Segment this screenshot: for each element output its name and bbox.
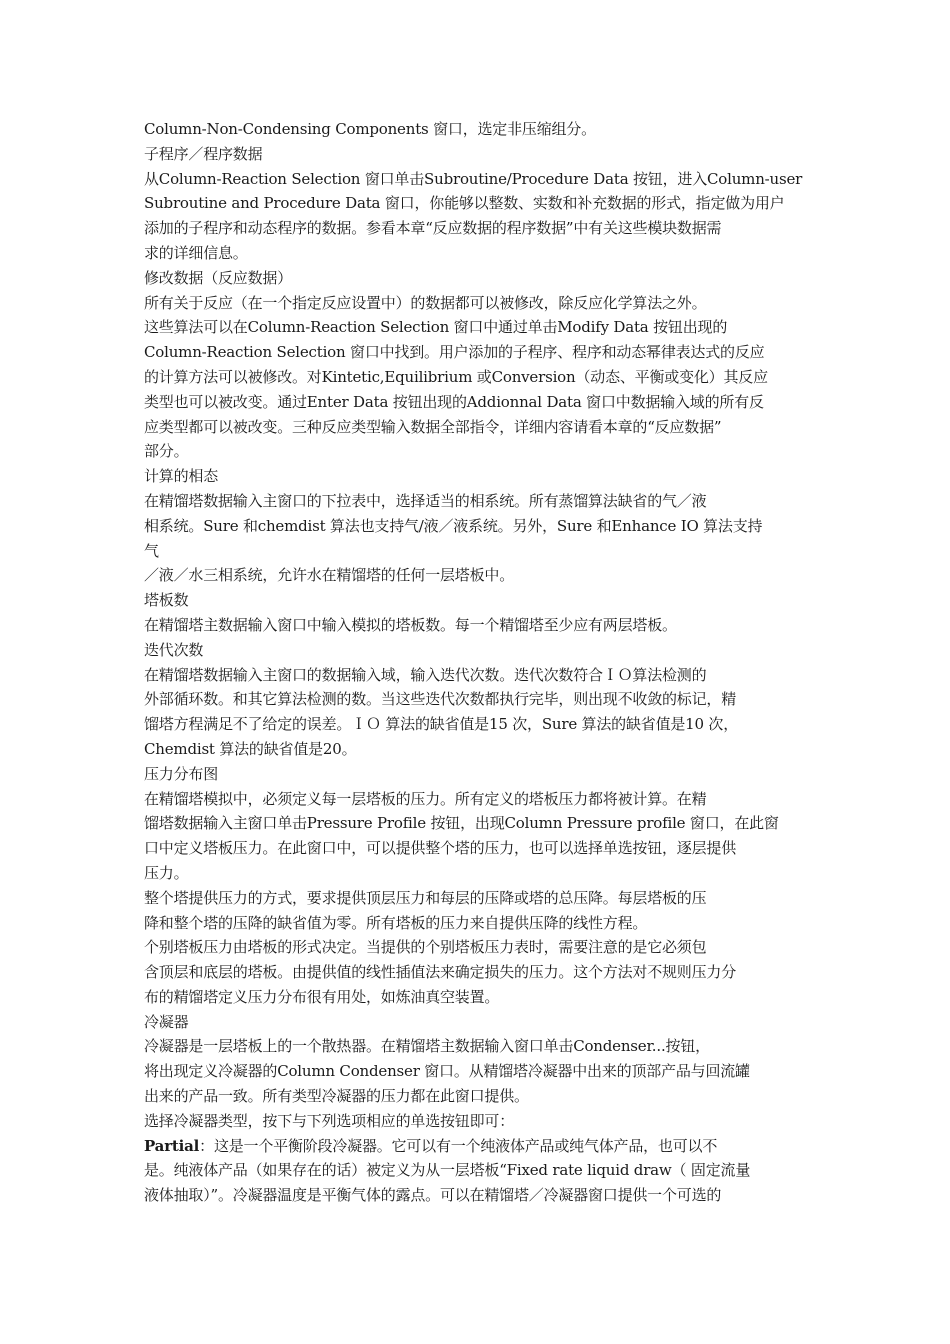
text-line: 馏塔方程满足不了给定的误差。ＩＯ 算法的缺省值是15 次，Sure 算法的缺省值是10 次， bbox=[144, 715, 739, 734]
text-line: 将出现定义冷凝器的Column Condenser 窗口。从精馏塔冷凝器中出来的顶部产品与回流罐 bbox=[144, 1062, 750, 1081]
text-line: 降和整个塔的压降的缺省值为零。所有塔板的压力来自提供压降的线性方程。 bbox=[144, 913, 648, 932]
text-line: 布的精馏塔定义压力分布很有用处，如炼油真空装置。 bbox=[144, 987, 500, 1006]
text-line: 出来的产品一致。所有类型冷凝器的压力都在此窗口提供。 bbox=[144, 1087, 529, 1106]
section-heading-trays: 塔板数 bbox=[144, 591, 189, 610]
partial-description: ：这是一个平衡阶段冷凝器。它可以有一个纯液体产品或纯气体产品，也可以不 bbox=[199, 1136, 718, 1155]
text-line: 相系统。Sure 和chemdist 算法也支持气/液／液系统。另外，Sure 和Enhance IO 算法支持 bbox=[144, 516, 763, 535]
section-heading-pressure-profile: 压力分布图 bbox=[144, 764, 219, 783]
text-line: 的计算方法可以被修改。对Kintetic,Equilibrium 或Conversion（动态、平衡或变化）其反应 bbox=[144, 367, 768, 386]
section-heading-iterations: 迭代次数 bbox=[144, 640, 204, 659]
text-line: 外部循环数。和其它算法检测的数。当这些迭代次数都执行完毕，则出现不收敛的标记，精 bbox=[144, 690, 737, 709]
text-line: 求的详细信息。 bbox=[144, 243, 248, 262]
text-line: 整个塔提供压力的方式，要求提供顶层压力和每层的压降或塔的总压降。每层塔板的压 bbox=[144, 888, 707, 907]
text-line: 馏塔数据输入主窗口单击Pressure Profile 按钮，出现Column Pressure profile 窗口，在此窗 bbox=[144, 814, 779, 833]
text-line: 压力。 bbox=[144, 863, 189, 882]
section-heading-modify-data: 修改数据（反应数据） bbox=[144, 268, 293, 287]
text-line: ／液／水三相系统，允许水在精馏塔的任何一层塔板中。 bbox=[144, 566, 515, 585]
text-line: 添加的子程序和动态程序的数据。参看本章“反应数据的程序数据”中有关这些模块数据需 bbox=[144, 219, 722, 238]
text-line: 口中定义塔板压力。在此窗口中，可以提供整个塔的压力，也可以选择单选按钮，逐层提供 bbox=[144, 839, 737, 858]
text-line: 部分。 bbox=[144, 442, 189, 461]
partial-term: Partial bbox=[144, 1136, 200, 1155]
text-line: 个别塔板压力由塔板的形式决定。当提供的个别塔板压力表时，需要注意的是它必须包 bbox=[144, 938, 707, 957]
text-line: 所有关于反应（在一个指定反应设置中）的数据都可以被修改，除反应化学算法之外。 bbox=[144, 293, 707, 312]
text-line: 冷凝器是一层塔板上的一个散热器。在精馏塔主数据输入窗口单击Condenser...按钮， bbox=[144, 1037, 710, 1056]
text-line: Column-Reaction Selection 窗口中找到。用户添加的子程序、程序和动态幂律表达式的反应 bbox=[144, 343, 765, 362]
text-line: 应类型都可以被改变。三种反应类型输入数据全部指令，详细内容请看本章的“反应数据” bbox=[144, 417, 722, 436]
text-line: 气 bbox=[144, 541, 159, 560]
text-line: Column-Non-Condensing Components 窗口，选定非压缩组分。 bbox=[144, 120, 596, 138]
section-heading-phase: 计算的相态 bbox=[144, 467, 219, 486]
text-line: Subroutine and Procedure Data 窗口，你能够以整数、实数和补充数据的形式，指定做为用户 bbox=[144, 194, 785, 213]
text-line: 选择冷凝器类型，按下与下列选项相应的单选按钮即可： bbox=[144, 1111, 515, 1130]
text-line: 类型也可以被改变。通过Enter Data 按钮出现的Addionnal Data 窗口中数据输入域的所有反 bbox=[144, 392, 764, 411]
text-line: 这些算法可以在Column-Reaction Selection 窗口中通过单击Modify Data 按钮出现的 bbox=[144, 318, 728, 337]
text-line: 在精馏塔数据输入主窗口的下拉表中，选择适当的相系统。所有蒸馏算法缺省的气／液 bbox=[144, 491, 707, 510]
text-line: 在精馏塔主数据输入窗口中输入模拟的塔板数。每一个精馏塔至少应有两层塔板。 bbox=[144, 615, 677, 634]
text-line-partial bbox=[144, 1134, 808, 1159]
text-line: 液体抽取）”。冷凝器温度是平衡气体的露点。可以在精馏塔／冷凝器窗口提供一个可选的 bbox=[144, 1186, 722, 1205]
section-heading-subroutine: 子程序／程序数据 bbox=[144, 144, 263, 163]
text-line: 含顶层和底层的塔板。由提供值的线性插值法来确定损失的压力。这个方法对不规则压力分 bbox=[144, 963, 737, 982]
text-line: Chemdist 算法的缺省值是20。 bbox=[144, 739, 357, 758]
text-line: 是。纯液体产品（如果存在的话）被定义为从一层塔板“Fixed rate liquid draw（ 固定流量 bbox=[144, 1161, 751, 1180]
document-page bbox=[144, 117, 808, 1208]
text-line: 从Column-Reaction Selection 窗口单击Subroutine/Procedure Data 按钮，进入Column-user bbox=[144, 169, 803, 188]
text-line: 在精馏塔模拟中，必须定义每一层塔板的压力。所有定义的塔板压力都将被计算。在精 bbox=[144, 789, 707, 808]
text-line: 在精馏塔数据输入主窗口的数据输入域，输入迭代次数。迭代次数符合ＩＯ算法检测的 bbox=[144, 665, 707, 684]
section-heading-condenser: 冷凝器 bbox=[144, 1012, 189, 1031]
